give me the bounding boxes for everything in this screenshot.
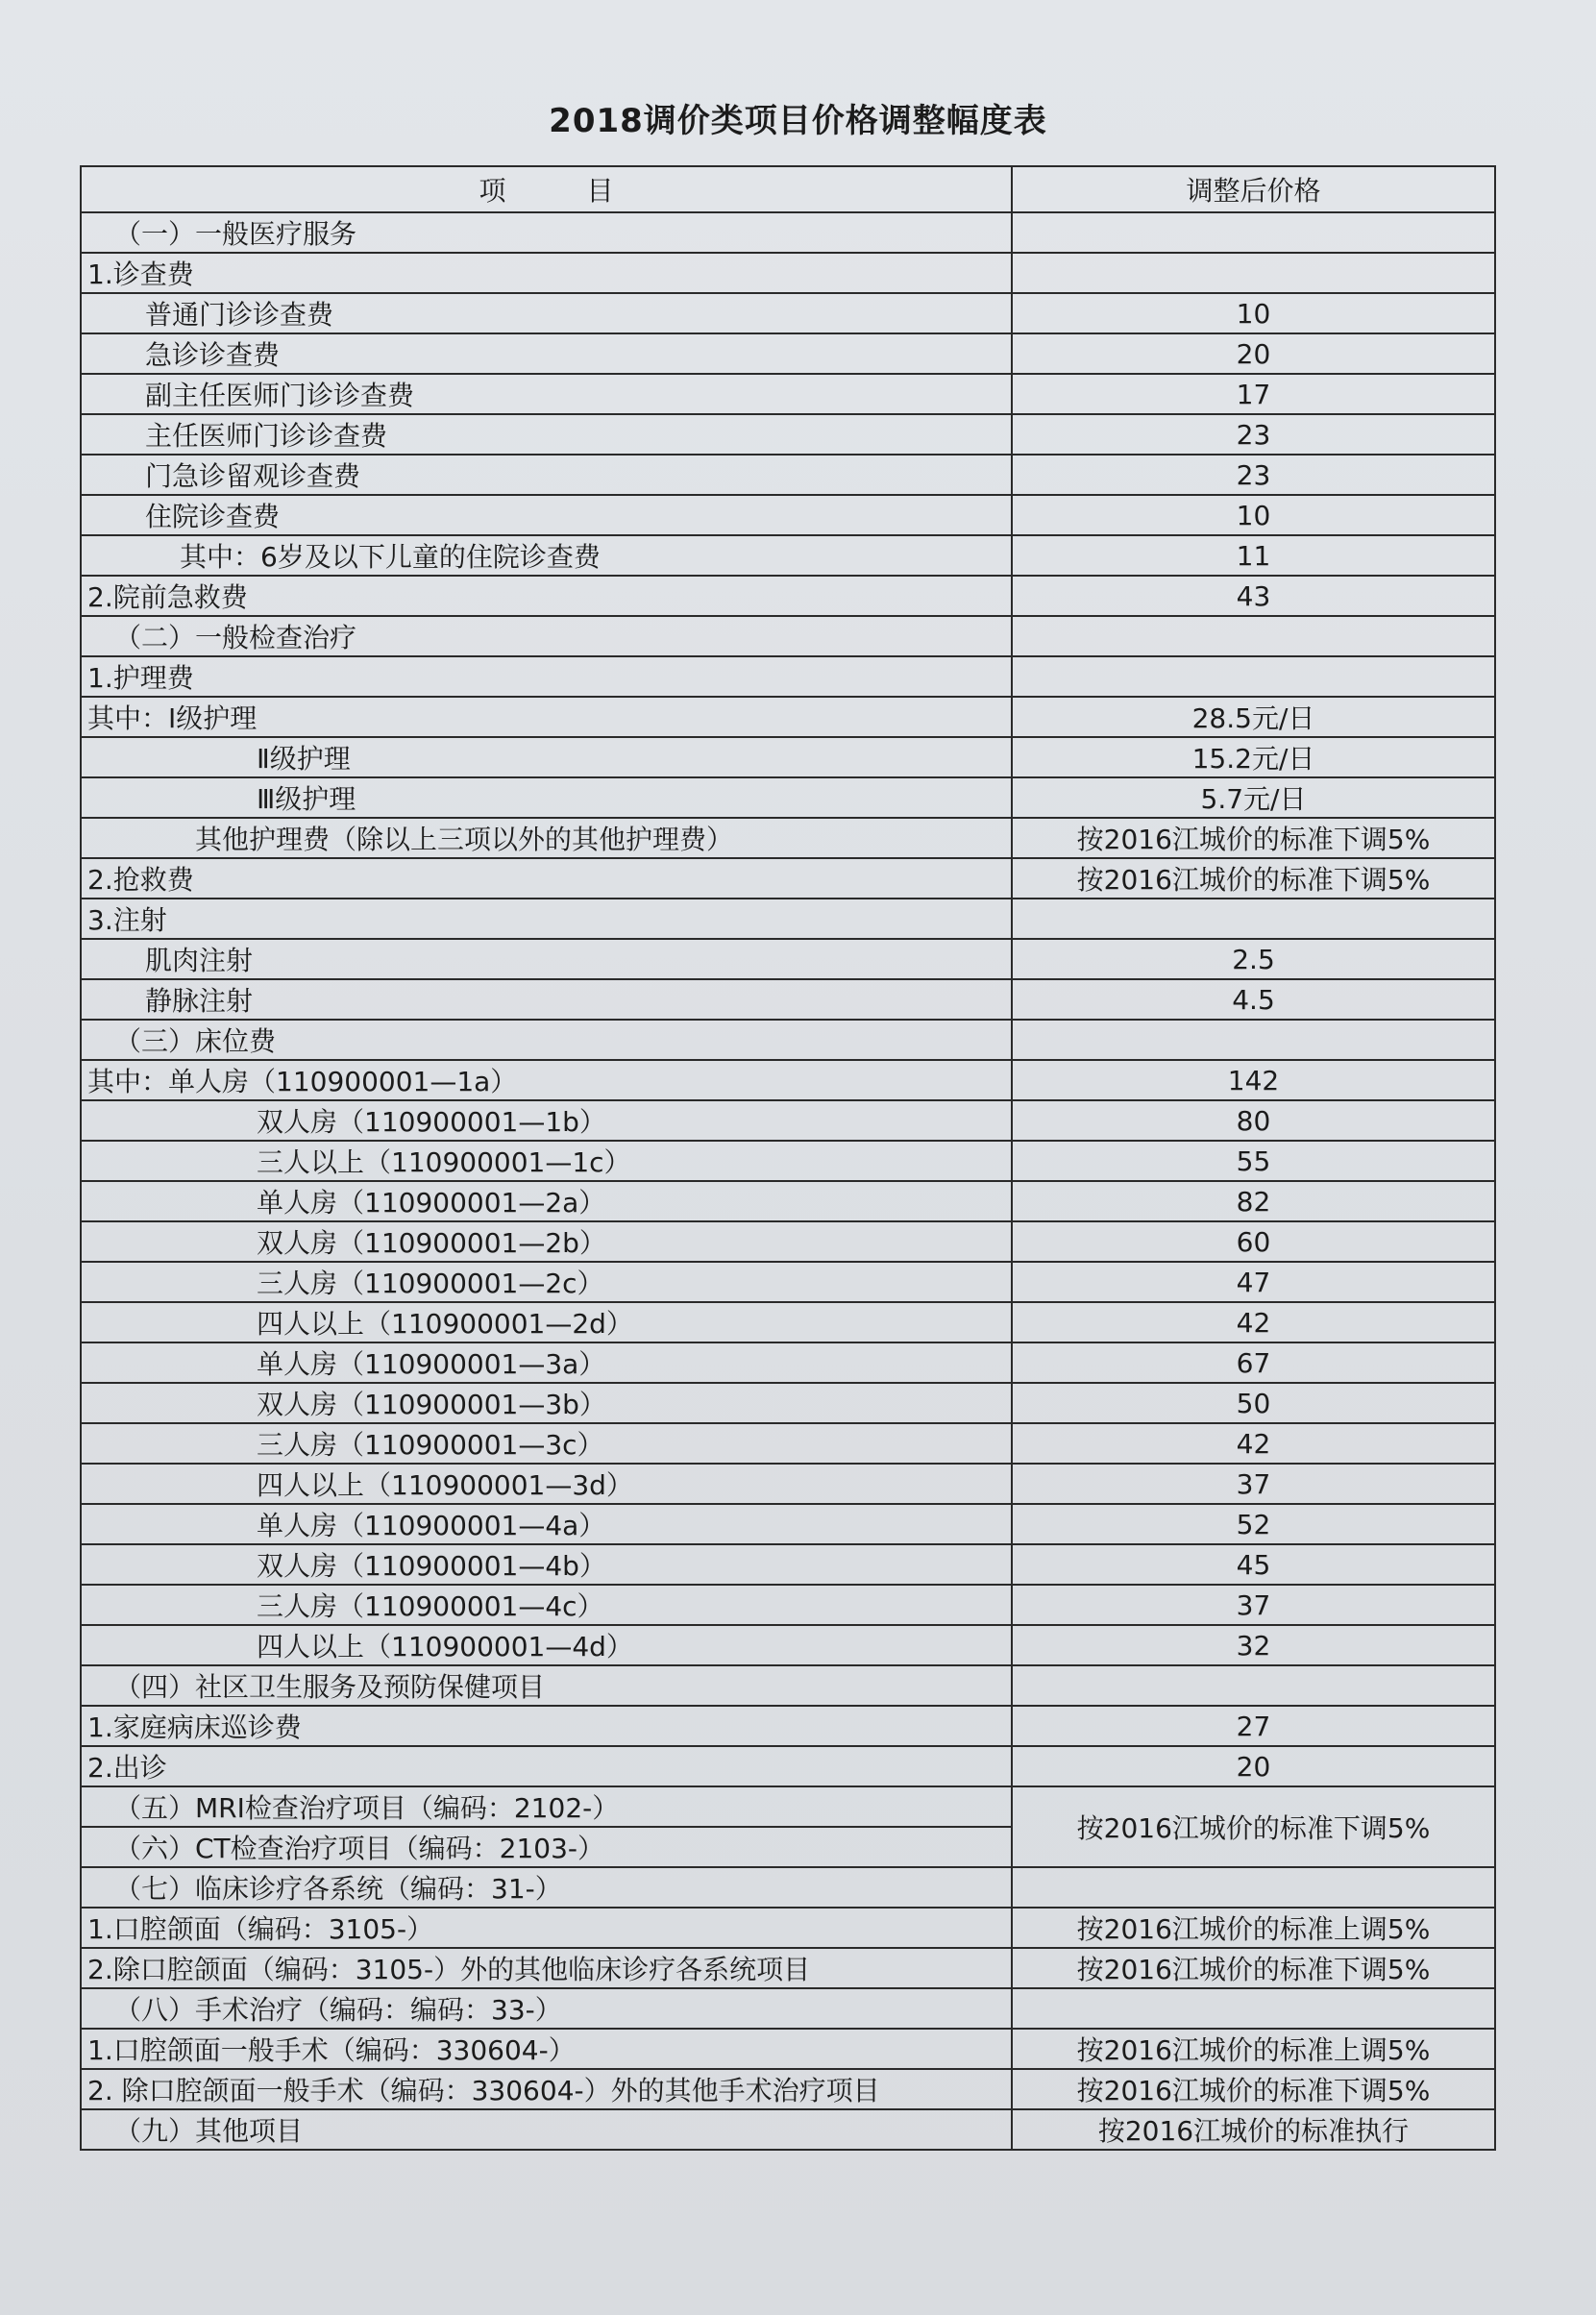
price-cell: 5.7元/日 [1012, 777, 1495, 818]
price-cell: 20 [1012, 1746, 1495, 1786]
item-cell: 三人房（110900001—2c） [81, 1262, 1012, 1302]
item-cell: 静脉注射 [81, 979, 1012, 1020]
table-row [81, 1020, 1495, 1060]
price-cell: 50 [1012, 1383, 1495, 1423]
item-cell: 1.护理费 [81, 656, 1012, 697]
item-cell: 1.口腔颌面（编码：3105-） [81, 1908, 1012, 1948]
price-cell: 15.2元/日 [1012, 737, 1495, 777]
price-cell: 23 [1012, 455, 1495, 495]
table-row [81, 1221, 1495, 1262]
table-row [81, 293, 1495, 333]
price-cell [1012, 616, 1495, 656]
table-row [81, 576, 1495, 616]
item-cell: （一）一般医疗服务 [81, 212, 1012, 253]
item-cell: 其中：单人房（110900001—1a） [81, 1060, 1012, 1100]
price-cell: 2.5 [1012, 939, 1495, 979]
item-cell: （七）临床诊疗各系统（编码：31-） [81, 1867, 1012, 1908]
price-cell: 28.5元/日 [1012, 697, 1495, 737]
table-row [81, 697, 1495, 737]
price-cell [1012, 1665, 1495, 1706]
price-cell: 55 [1012, 1141, 1495, 1181]
table-row [81, 737, 1495, 777]
table-row [81, 818, 1495, 858]
header-price: 调整后价格 [1012, 166, 1495, 212]
item-cell: （八）手术治疗（编码：编码：33-） [81, 1988, 1012, 2029]
price-cell: 82 [1012, 1181, 1495, 1221]
table-row [81, 495, 1495, 535]
table-row [81, 1464, 1495, 1504]
item-cell: 急诊诊查费 [81, 333, 1012, 374]
item-cell: （五）MRI检查治疗项目（编码：2102-） [81, 1786, 1012, 1827]
price-cell: 11 [1012, 535, 1495, 576]
item-cell: 双人房（110900001—1b） [81, 1100, 1012, 1141]
table-row [81, 212, 1495, 253]
item-cell: 副主任医师门诊诊查费 [81, 374, 1012, 414]
item-cell: （二）一般检查治疗 [81, 616, 1012, 656]
price-cell: 67 [1012, 1342, 1495, 1383]
item-cell: 主任医师门诊诊查费 [81, 414, 1012, 455]
price-cell: 17 [1012, 374, 1495, 414]
price-cell: 37 [1012, 1464, 1495, 1504]
price-cell: 按2016江城价的标准下调5% [1012, 1786, 1495, 1867]
item-cell: 2.院前急救费 [81, 576, 1012, 616]
price-cell: 按2016江城价的标准下调5% [1012, 2069, 1495, 2109]
item-cell: 门急诊留观诊查费 [81, 455, 1012, 495]
item-cell: 肌肉注射 [81, 939, 1012, 979]
price-cell: 42 [1012, 1423, 1495, 1464]
table-row [81, 777, 1495, 818]
item-cell: 双人房（110900001—3b） [81, 1383, 1012, 1423]
table-row [81, 1383, 1495, 1423]
price-cell: 142 [1012, 1060, 1495, 1100]
item-cell: Ⅲ级护理 [81, 777, 1012, 818]
item-cell: 1.家庭病床巡诊费 [81, 1706, 1012, 1746]
item-cell: 住院诊查费 [81, 495, 1012, 535]
price-cell: 23 [1012, 414, 1495, 455]
price-cell [1012, 656, 1495, 697]
price-cell [1012, 1867, 1495, 1908]
table-row [81, 535, 1495, 576]
table-row [81, 1544, 1495, 1585]
item-cell: 双人房（110900001—2b） [81, 1221, 1012, 1262]
table-row [81, 1706, 1495, 1746]
price-cell: 4.5 [1012, 979, 1495, 1020]
item-cell: 2. 除口腔颌面一般手术（编码：330604-）外的其他手术治疗项目 [81, 2069, 1012, 2109]
price-cell [1012, 1988, 1495, 2029]
table-row [81, 1665, 1495, 1706]
item-cell: 其中：Ⅰ级护理 [81, 697, 1012, 737]
table-row [81, 1262, 1495, 1302]
table-row [81, 2029, 1495, 2069]
item-cell: 双人房（110900001—4b） [81, 1544, 1012, 1585]
item-cell: （四）社区卫生服务及预防保健项目 [81, 1665, 1012, 1706]
table-row [81, 1585, 1495, 1625]
price-cell [1012, 899, 1495, 939]
item-cell: 单人房（110900001—2a） [81, 1181, 1012, 1221]
table-row [81, 656, 1495, 697]
price-cell: 32 [1012, 1625, 1495, 1665]
table-row [81, 1746, 1495, 1786]
table-row [81, 1141, 1495, 1181]
table-row [81, 1181, 1495, 1221]
table-row [81, 1625, 1495, 1665]
item-cell: 2.抢救费 [81, 858, 1012, 899]
item-cell: 三人以上（110900001—1c） [81, 1141, 1012, 1181]
table-row [81, 1867, 1495, 1908]
table-row [81, 2109, 1495, 2150]
table-row [81, 1342, 1495, 1383]
item-cell: 2.除口腔颌面（编码：3105-）外的其他临床诊疗各系统项目 [81, 1948, 1012, 1988]
item-cell: 1.诊查费 [81, 253, 1012, 293]
price-cell: 42 [1012, 1302, 1495, 1342]
price-cell: 按2016江城价的标准上调5% [1012, 2029, 1495, 2069]
header-item: 项 目 [81, 166, 1012, 212]
item-cell: 四人以上（110900001—4d） [81, 1625, 1012, 1665]
table-row [81, 1504, 1495, 1544]
item-cell: 其他护理费（除以上三项以外的其他护理费） [81, 818, 1012, 858]
price-adjustment-table [80, 165, 1496, 2151]
item-cell: Ⅱ级护理 [81, 737, 1012, 777]
item-cell: （三）床位费 [81, 1020, 1012, 1060]
price-cell: 52 [1012, 1504, 1495, 1544]
item-cell: 普通门诊诊查费 [81, 293, 1012, 333]
table-row [81, 2069, 1495, 2109]
table-row [81, 1423, 1495, 1464]
document-title: 2018调价类项目价格调整幅度表 [549, 102, 1047, 140]
table-row [81, 1988, 1495, 2029]
price-cell: 45 [1012, 1544, 1495, 1585]
price-cell: 按2016江城价的标准下调5% [1012, 1948, 1495, 1988]
table-row [81, 979, 1495, 1020]
table-row [81, 1948, 1495, 1988]
table-row [81, 1302, 1495, 1342]
table-row [81, 1908, 1495, 1948]
price-cell: 80 [1012, 1100, 1495, 1141]
table-header-row [81, 166, 1495, 212]
table-row [81, 1100, 1495, 1141]
item-cell: 四人以上（110900001—3d） [81, 1464, 1012, 1504]
price-cell: 10 [1012, 293, 1495, 333]
item-cell: （六）CT检查治疗项目（编码：2103-） [81, 1827, 1012, 1867]
item-cell: 单人房（110900001—4a） [81, 1504, 1012, 1544]
table-row [81, 455, 1495, 495]
price-cell: 60 [1012, 1221, 1495, 1262]
price-cell: 按2016江城价的标准执行 [1012, 2109, 1495, 2150]
price-cell: 按2016江城价的标准上调5% [1012, 1908, 1495, 1948]
table-body [81, 212, 1495, 2150]
item-cell: （九）其他项目 [81, 2109, 1012, 2150]
table-row [81, 899, 1495, 939]
price-cell: 47 [1012, 1262, 1495, 1302]
table-row [81, 616, 1495, 656]
item-cell: 1.口腔颌面一般手术（编码：330604-） [81, 2029, 1012, 2069]
item-cell: 其中：6岁及以下儿童的住院诊查费 [81, 535, 1012, 576]
price-cell: 10 [1012, 495, 1495, 535]
price-cell [1012, 1020, 1495, 1060]
table-row [81, 1060, 1495, 1100]
item-cell: 2.出诊 [81, 1746, 1012, 1786]
table-row [81, 253, 1495, 293]
item-cell: 三人房（110900001—3c） [81, 1423, 1012, 1464]
price-cell: 37 [1012, 1585, 1495, 1625]
item-cell: 三人房（110900001—4c） [81, 1585, 1012, 1625]
price-cell: 43 [1012, 576, 1495, 616]
price-cell: 27 [1012, 1706, 1495, 1746]
price-cell: 按2016江城价的标准下调5% [1012, 858, 1495, 899]
table-row [81, 1786, 1495, 1827]
item-cell: 3.注射 [81, 899, 1012, 939]
table-row [81, 414, 1495, 455]
table-row [81, 374, 1495, 414]
table-row [81, 333, 1495, 374]
table-row [81, 858, 1495, 899]
price-cell: 按2016江城价的标准下调5% [1012, 818, 1495, 858]
table-row [81, 939, 1495, 979]
item-cell: 四人以上（110900001—2d） [81, 1302, 1012, 1342]
price-cell: 20 [1012, 333, 1495, 374]
item-cell: 单人房（110900001—3a） [81, 1342, 1012, 1383]
price-cell [1012, 212, 1495, 253]
price-cell [1012, 253, 1495, 293]
